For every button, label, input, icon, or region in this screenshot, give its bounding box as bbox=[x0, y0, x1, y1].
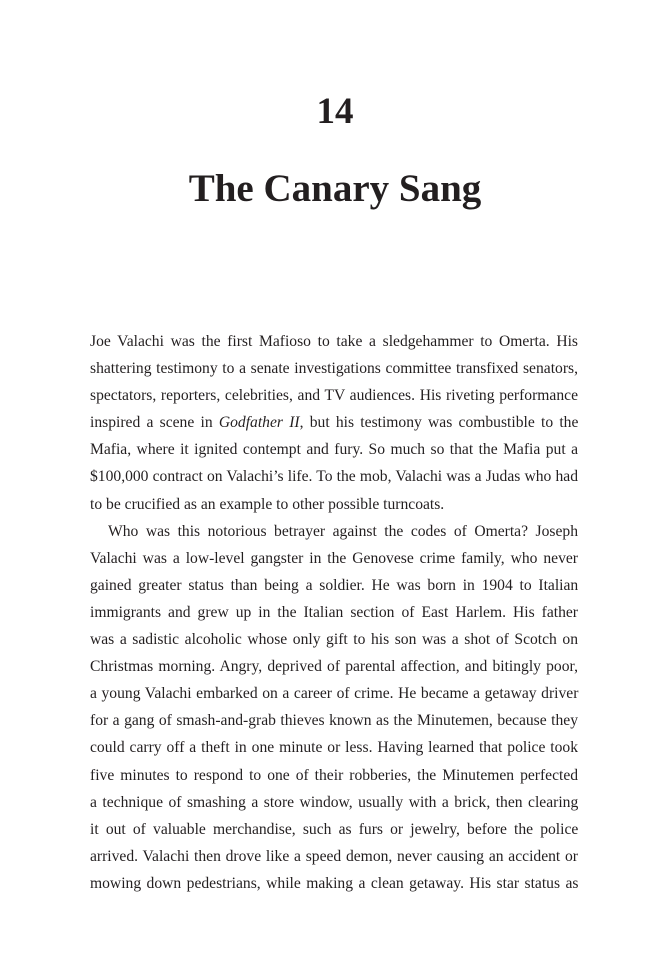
text-line: was a sadistic alcoholic whose only gift to his son was a shot of Scotch on bbox=[90, 631, 578, 649]
text-segment: inspired a scene in bbox=[90, 414, 219, 432]
text-line: could carry off a theft in one minute or less. Having learned that police took bbox=[90, 739, 578, 757]
text-line: Who was this notorious betrayer against the codes of Omerta? Joseph bbox=[108, 522, 578, 540]
text-line: mowing down pedestrians, while making a clean getaway. His star status as bbox=[90, 874, 579, 892]
chapter-title: The Canary Sang bbox=[188, 167, 482, 210]
text-line: Joe Valachi was the first Mafioso to take a sledgehammer to Omerta. His bbox=[90, 333, 578, 350]
chapter-body bbox=[90, 328, 578, 897]
text-line: for a gang of smash-and-grab thieves known as the Minutemen, because they bbox=[90, 712, 578, 730]
text-line: a technique of smashing a store window, usually with a brick, then clearing bbox=[90, 793, 579, 811]
chapter-number: 14 bbox=[316, 91, 354, 132]
text-line: $100,000 contract on Valachi’s life. To the mob, Valachi was a Judas who had bbox=[90, 468, 578, 486]
text-line: Valachi was a low-level gangster in the Genovese crime family, who never bbox=[90, 549, 578, 567]
text-line: Mafia, where it ignited contempt and fury. So much so that the Mafia put a bbox=[90, 441, 578, 459]
text-line: Christmas morning. Angry, deprived of parental affection, and bitingly poor, bbox=[90, 658, 578, 676]
paragraph-1 bbox=[90, 328, 578, 518]
text-line: shattering testimony to a senate investigations committee transfixed senators, bbox=[90, 360, 578, 378]
text-segment: , but his testimony was combustible to the bbox=[299, 414, 579, 432]
text-line: gained greater status than being a soldier. He was born in 1904 to Italian bbox=[90, 576, 579, 594]
text-line: five minutes to respond to one of their robberies, the Minutemen perfected bbox=[90, 766, 579, 784]
text-line: immigrants and grew up in the Italian section of East Harlem. His father bbox=[90, 603, 578, 621]
text-line: a young Valachi embarked on a career of crime. He became a getaway driver bbox=[90, 685, 579, 703]
book-title-italic: Godfather II bbox=[218, 414, 300, 432]
text-line: spectators, reporters, celebrities, and TV audiences. His riveting performance bbox=[90, 387, 578, 405]
text-line: arrived. Valachi then drove like a speed demon, never causing an accident or bbox=[90, 847, 578, 865]
text-line-with-italic bbox=[90, 409, 578, 436]
paragraph-2 bbox=[90, 518, 578, 897]
text-line: to be crucified as an example to other possible turncoats. bbox=[90, 495, 445, 513]
text-line: it out of valuable merchandise, such as furs or jewelry, before the police bbox=[90, 820, 579, 838]
